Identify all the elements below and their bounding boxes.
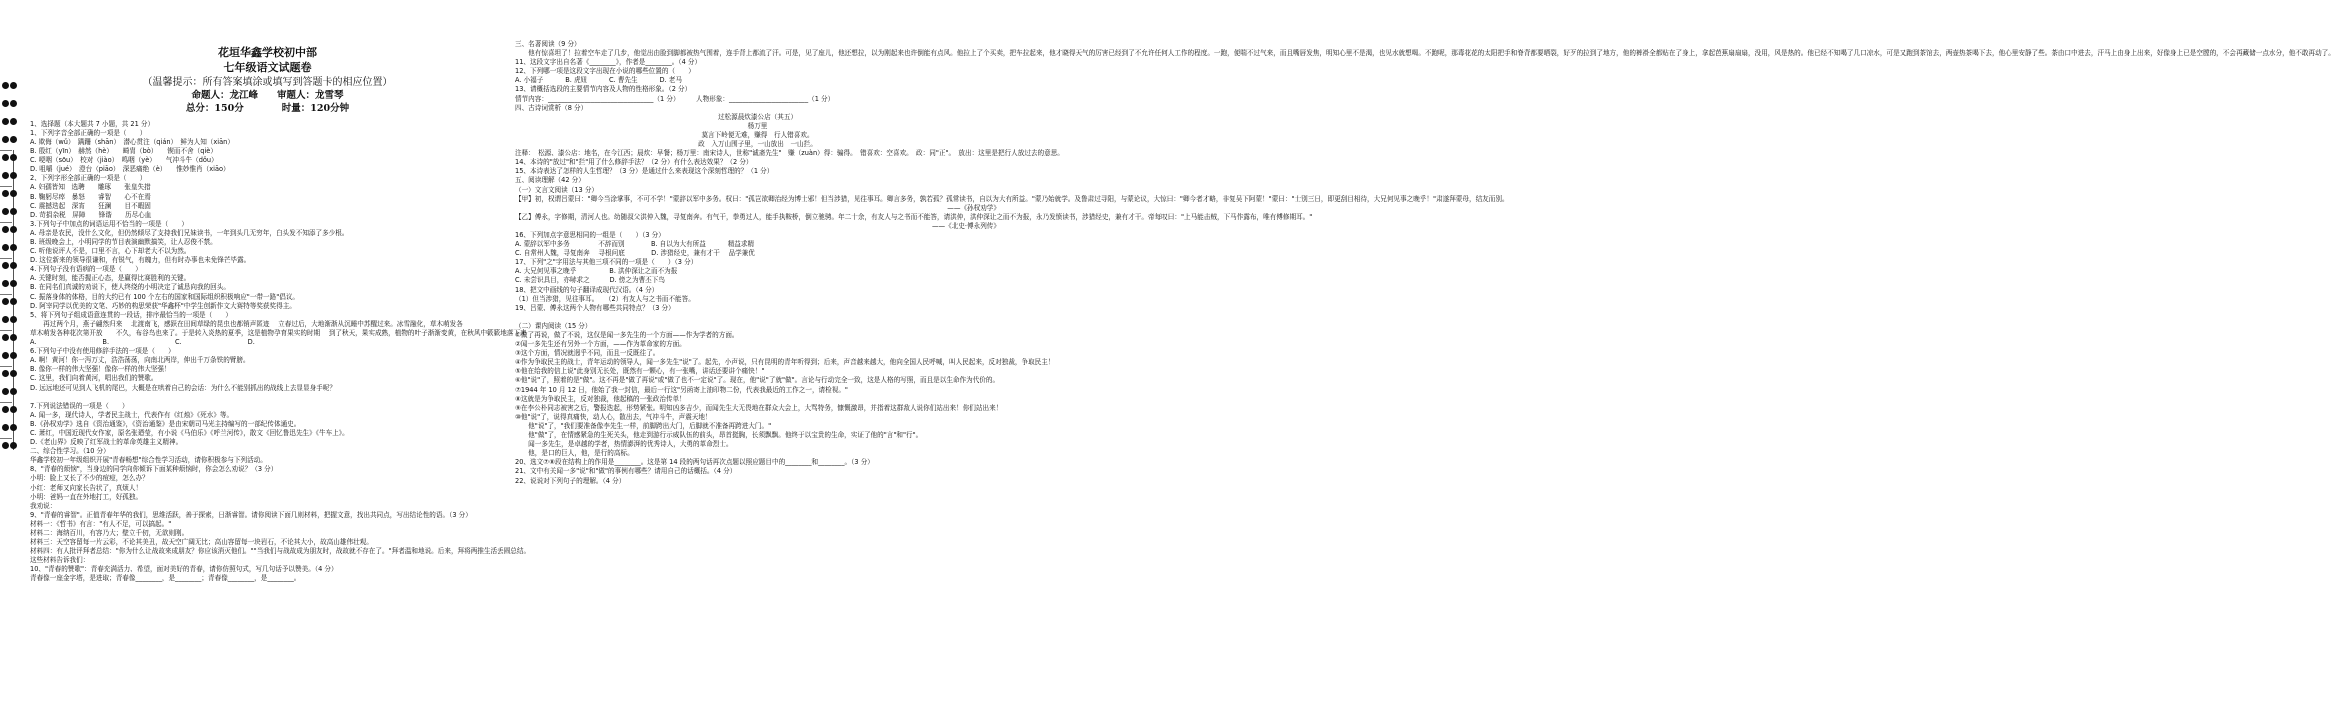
text-line: 2、下列字形全部正确的一项是（ ） bbox=[30, 174, 147, 183]
text-line: A. 母亲是农民，没什么文化，但仍然倾尽了支持我们兄妹读书，一年到头几无穷年，白头发不知添了多少根。 bbox=[30, 228, 349, 237]
text-line: ——《北史·傅永列传》 bbox=[931, 221, 1000, 230]
text-line: ⑥他"说"了，照着的是"做"。这不再是"做了再说"或"做了也不一定说"了。现在，他"说"了就"做"。言论与行动完全一致，这是人格的写照，而且是以生命作为代价的。 bbox=[515, 376, 1000, 385]
text-line: 【乙】傅永，字修期，清河人也。幼随叔父洪仲入魏，寻复南奔。有气干，拳勇过人，能手执鞍桥，倒立驰骋。年二十余，有友人与之书而不能答，请洪仲，洪仲深让之而不为报，永乃发愤读书，涉猎经史，兼有才干。帝每叹曰："上马能击贼，下马作露布，唯有傅修期耳。" bbox=[515, 212, 1313, 221]
text-line: 情节内容：________________________________（1 分） 人物形象：________________________（1 分） bbox=[515, 94, 835, 103]
text-line: A. 欺侮（wǔ） 蹒跚（shān） 潜心贯注（qián） 鲜为人知（xiān） bbox=[30, 137, 234, 146]
binding-dot bbox=[10, 442, 17, 449]
text-line: 杨万里 bbox=[747, 121, 768, 130]
binding-dot bbox=[10, 190, 17, 197]
text-line: 4.下列句子没有语病的一项是（ ） bbox=[30, 265, 142, 274]
binding-dot bbox=[2, 172, 9, 179]
text-line: 18、把文中画线的句子翻译成现代汉语。（4 分） bbox=[515, 285, 659, 294]
text-line: A. 蒙辞以军中多务 不辞而别 B. 自以为大有所益 精益求精 bbox=[515, 240, 755, 249]
binding-dot bbox=[10, 424, 17, 431]
left-column bbox=[30, 46, 531, 584]
binding-dot bbox=[2, 154, 9, 161]
text-line: 材料三：天空容留每一片云彩，不论其美丑，故天空广阔无比；高山容留每一块岩石，不论其大小，故高山雄伟壮观。 bbox=[30, 538, 373, 547]
text-line: ②闻一多先生还有另外一个方面，——作为革命家的方面。 bbox=[515, 340, 686, 349]
text-line: C. 这里，我们向着黄河，唱出我们的赞歌。 bbox=[30, 374, 158, 383]
binding-dot bbox=[2, 352, 9, 359]
text-line: 小明：爸妈一直在外地打工，好孤独。 bbox=[30, 492, 143, 501]
text-line: A. 妇孺皆知 选聘 雕琢 张皇失措 bbox=[30, 183, 151, 192]
text-line: ①做了再说，做了不说，这仅是闻一多先生的一个方面——作为学者的方面。 bbox=[515, 331, 739, 339]
text-line: 这些材料告诉我们： bbox=[30, 556, 90, 565]
text-line: 13、请概括选段的主要情节内容及人物的性格形象。（2 分） bbox=[515, 85, 692, 94]
text-line: D. 咀嚼（jué） 澄台（piāo） 深恶痛绝（è） 惟妙惟肖（xiāo） bbox=[30, 165, 230, 174]
text-line: ④作为争取民主的战士，青年运动的领导人，闻一多先生"说"了。起先，小声说，只有昆明的青年听得到；后来，声音越来越大，他向全国人民呼喊，叫人民起来，反对独裁，争取民主！ bbox=[515, 358, 1055, 367]
text-line: 17、下列"之"字用法与其他三项不同的一项是（ ）（3 分） bbox=[515, 258, 698, 267]
binding-dot bbox=[10, 226, 17, 233]
binding-dot bbox=[10, 244, 17, 251]
binding-dot bbox=[2, 316, 9, 323]
text-line bbox=[515, 313, 1000, 322]
text-line: （一）文言文阅读（13 分） bbox=[515, 185, 599, 194]
text-line bbox=[30, 393, 505, 402]
right-question-list bbox=[515, 40, 2335, 486]
binding-dot bbox=[2, 370, 9, 377]
text-line: 我劝说： bbox=[30, 501, 57, 510]
text-line: 19、吕蒙、傅永这两个人物有哪些共同特点？（3 分） bbox=[515, 303, 675, 312]
text-line: D. 苛捐杂税 屏障 锋谐 历尽心血 bbox=[30, 210, 152, 219]
text-line: 材料四：有人批评拜者总结："你为什么让战故来成朋友？你应该消灭他们。""当我们与战故成为朋友时，战故就不存在了。"拜者温和地说。后来，拜将两推生活丢圆总结。 bbox=[30, 547, 531, 556]
text-line: A. 啊！黄河！你一泻万丈，浩浩荡荡，向南北两岸，伸出千万条铁的臂膀。 bbox=[30, 356, 250, 365]
text-line: 22、说说对下列句子的理解。（4 分） bbox=[515, 476, 626, 485]
binding-dot bbox=[2, 118, 9, 125]
exam-authors: 命题人：龙江峰 审题人：龙雪琴 bbox=[191, 90, 344, 102]
text-line: A. 闻一多，现代诗人，学者民主战士，代表作有《红烛》《死水》等。 bbox=[30, 410, 234, 419]
text-line: C. 哽咽（sōu） 校对（jiào） 鸣咽（yè） 气冲斗牛（dǒu） bbox=[30, 156, 218, 165]
binding-dot bbox=[10, 100, 17, 107]
binding-dot bbox=[2, 262, 9, 269]
text-line: B. 在同名们真诚的劝说下，使人终绕的小明决定了诚恳向我的回头。 bbox=[30, 283, 230, 292]
text-line: ⑦1944 年 10 月 12 日，他始了我一封信，最后一行这"另函寄上油印物二份，代表我最近的工作之一，请检视。" bbox=[515, 385, 848, 394]
binding-dot bbox=[10, 136, 17, 143]
text-line: 二、综合性学习。（10 分） bbox=[30, 447, 110, 456]
text-line: C. 萧红，中国近现代女作家，原名张廼莹，有小说《马伯乐》《呼兰河传》，散文《回忆鲁迅先生》《牛车上》。 bbox=[30, 428, 349, 437]
text-line: 过松源晨炊漆公店（其五） bbox=[717, 112, 798, 121]
binding-rule bbox=[0, 186, 12, 187]
right-column bbox=[515, 40, 2335, 486]
text-line: 15、本诗表达了怎样的人生哲理？（3 分）是通过什么来表现这个深刻哲理的？（1 分） bbox=[515, 167, 774, 176]
text-line: ③这个方面，情况就迥乎不同，而且一反既往了。 bbox=[515, 349, 660, 358]
binding-dot bbox=[10, 280, 17, 287]
exam-score: 总分：150分 时量：120分钟 bbox=[185, 103, 350, 115]
text-line: ⑨在李公朴同志被害之后，警报迭起，形势紧张。明知凶多吉少，而闻先生大无畏地在群众大会上，大骂特务，慷慨激昂，并指着这群敌人说你们站出来！你们站出来！ bbox=[515, 403, 1003, 412]
text-line: D. 远远地还可见到人飞机的尾巴，大概是在哄着自己的会话：为什么不能别抓出的战线上去显显身手呢？ bbox=[30, 383, 336, 392]
text-line: 材料一：《哲书》有言："有人不足，可以搞起。" bbox=[30, 519, 172, 528]
binding-rule bbox=[0, 258, 12, 259]
text-line: 他"说"了，"我们要准备像李先生一样，前脚跨出大门，后脚就不准备再跨进大门。" bbox=[515, 421, 772, 430]
binding-rule bbox=[0, 294, 12, 295]
text-line: C. 听他说评人不是，口里不言，心下却老大不以为然。 bbox=[30, 247, 191, 256]
binding-dot bbox=[10, 388, 17, 395]
text-line: （1）但当涉猎，见往事耳。 （2）有友人与之书而不能答。 bbox=[515, 294, 695, 303]
binding-rule bbox=[0, 438, 12, 439]
binding-dot bbox=[10, 262, 17, 269]
text-line: 小红：老师又向家长告状了，真烦人！ bbox=[30, 483, 143, 492]
text-line: 10、"青春的赞歌"：青春充满活力、希望，面对美好的青春，请你仿照句式，写几句话予以赞美。（4 分） bbox=[30, 565, 338, 574]
text-line: 8、"青春的烦恼"，当身边的同学向你倾诉下面某种烦恼时，你会怎么劝说？（3 分） bbox=[30, 465, 278, 474]
text-line: C. 震撼迭起 深宵 狂澜 目不暇固 bbox=[30, 201, 151, 210]
binding-margin bbox=[0, 0, 18, 724]
text-line: ⑤他在给我的信上说"此身别无长处，既然有一颗心，有一张嘴，讲话还要讲个痛快！" bbox=[515, 367, 765, 376]
text-line: B. 鞠躬尽瘁 暴怒 睿智 心不在焉 bbox=[30, 192, 151, 201]
binding-dot bbox=[10, 334, 17, 341]
binding-dot bbox=[10, 298, 17, 305]
binding-dot bbox=[2, 442, 9, 449]
text-line: A. 关键时刻，能否握正心态，是赢得比赛胜利的关键。 bbox=[30, 274, 191, 283]
text-line: 小明：脸上又长了不少的痘痘，怎么办？ bbox=[30, 474, 149, 483]
binding-dot bbox=[2, 82, 9, 89]
text-line: 5、将下列句子组成语意连贯的一段话，排序最恰当的一项是（ ） bbox=[30, 310, 233, 319]
text-line: C. 自常州人魏，寻复南奔 寻根问底 D. 涉猎经史，兼有才干 品学兼优 bbox=[515, 249, 755, 258]
text-line: A. 大兄何见事之晚乎 B. 洪仲深让之而不为报 bbox=[515, 267, 678, 276]
binding-dot bbox=[2, 244, 9, 251]
binding-dot bbox=[2, 424, 9, 431]
text-line: 再过两个月，燕子翩然归来 北渡南飞，感跃在田间草绿的昆虫也都销声匿迹 立春过后，大地渐渐从沉睡中苏醒过来。冰雪融化，草木萌发各 bbox=[30, 319, 463, 328]
binding-dot bbox=[10, 316, 17, 323]
text-line: ——《孙权劝学》 bbox=[947, 203, 1000, 212]
binding-dot bbox=[10, 406, 17, 413]
text-line: 16、下列加点字意思相同的一组是（ ）（3 分） bbox=[515, 230, 665, 239]
binding-rule bbox=[0, 330, 12, 331]
binding-dot bbox=[2, 406, 9, 413]
text-line: B.《孙权劝学》选自《资治通鉴》，《资治通鉴》是由宋朝司马光主持编写的一部纪传体通史。 bbox=[30, 419, 301, 428]
exam-title: 七年级语文试题卷 bbox=[223, 60, 312, 74]
text-line: B. 班级晚会上，小明同学的节目表演幽默搞笑，让人忍俊不禁。 bbox=[30, 238, 217, 246]
text-line: C. 振落身体的体格，目的大约已有 100 个左右的国家和国际组织积极响应"一带一路"倡议。 bbox=[30, 292, 300, 301]
text-line: ⑩他"说"了，说得真痛快，动人心，散出去，气冲斗牛，声震天地！ bbox=[515, 412, 712, 421]
school-title: 花垣华鑫学校初中部 bbox=[218, 46, 317, 59]
text-line: D. 这位新来的领导很谦和，有锐气，有魄力，但有时办事也未免锋芒毕露。 bbox=[30, 256, 251, 265]
text-line: 青春像一座金字塔，是进取；青春像________，是________；青春像________，是________。 bbox=[30, 574, 301, 583]
binding-dot bbox=[2, 190, 9, 197]
text-line: 7.下列说法错误的一项是（ ） bbox=[30, 401, 129, 410]
text-line: 草木萌发各种花次第开放 不久，布谷鸟也来了。于是转入炎热的夏季，这是植物孕育果实的时期 到了秋天，果实成熟，植物的叶子渐渐变黄，在秋风中簌簌地落下来 bbox=[30, 328, 527, 337]
binding-dot bbox=[10, 154, 17, 161]
text-line: 他"做"了，在情感紧急的生死关头，他走到游行示威队伍的前头，昂首挺胸，长须飘飘。他终于以宝贵的生命，实证了他的"言"和"行"。 bbox=[515, 431, 923, 440]
text-line: 五、阅读理解（42 分） bbox=[515, 176, 585, 185]
binding-rule bbox=[0, 222, 12, 223]
text-line: D. 阿宰同学以优美的文笔、巧妙的构思荣获"华鑫杯"中学生创新作文大赛特等奖获奖得主。 bbox=[30, 301, 296, 310]
text-line: 1、下列字音全部正确的一项是（ ） bbox=[30, 128, 147, 137]
text-line: 政 入万山围子里，一山放出 一山拦。 bbox=[698, 140, 817, 149]
binding-dot bbox=[2, 388, 9, 395]
text-line: 三、名著阅读（9 分） bbox=[515, 40, 581, 48]
text-line: 他，是口的巨人，他，是行的高标。 bbox=[515, 449, 634, 458]
binding-dot bbox=[10, 208, 17, 215]
exam-tip: （温馨提示：所有答案填涂或填写到答题卡的相应位置） bbox=[142, 76, 393, 88]
text-line: 他有惊喜坦了！拉着空车走了几步，他觉出由脸到脚都被热气围着，连手背上都流了汗。可是，见了座儿，他还想拉，以为刚起来也许倒能有点风。他拉上了个买卖，把车拉起来，他才晓得天气的厉害已经到了不允许任何人工作的程度。一跑，便喘不过气来，而且嘴唇发焦，明知心里不是渴，也见水就想喝。不跑呢，那毒花花的太阳把手和脊背都要晒裂，好歹的拉到了地方，他的裤褂全都贴在了身上，拿起芭蕉扇扇扇，没用，风是热的。他已经不知喝了几口凉水，可是又跑到茶馆去，两壶热茶喝下去，他心里安静了些。茶由口中进去，汗马上由身上出来，好像身上已是空膛的，不会再藏储一点水分，他不敢再动了。 bbox=[515, 49, 2335, 58]
binding-dot bbox=[10, 118, 17, 125]
text-line: 注释： 松源、漆公店：地名，在今江西；晨炊：早餐；杨万里：南宋诗人，世称"诚斋先生" 赚（zuàn）得：骗得。 错喜欢：空喜欢。 政：同"正"。 放出：这里是把行人放过去的意思。 bbox=[515, 149, 1064, 158]
text-line: （二）课内阅读（15 分） bbox=[515, 321, 592, 330]
text-line: 6.下列句子中没有使用修辞手法的一项是（ ） bbox=[30, 347, 175, 356]
binding-dot bbox=[2, 208, 9, 215]
text-line: 12、下列哪一项是这段文字出现在小说的哪些位置的（ ） bbox=[515, 67, 695, 76]
text-line: 闻一多先生，是卓越的学者，热情澎湃的优秀诗人，大勇的革命烈士。 bbox=[515, 440, 733, 449]
binding-dot bbox=[2, 298, 9, 305]
left-question-list bbox=[30, 119, 531, 584]
text-line: 9、"青春的睿智"。正值青春年华的我们，思维活跃，善于探索，日渐睿智。请你阅读下面几则材料，把握文意，找出共同点，写出结论性的语。（3 分） bbox=[30, 510, 472, 519]
text-line: B. 殷红（yīn） 赫然（hè） 畸胄（bò） 锲而不舍（qiè） bbox=[30, 147, 217, 156]
text-line: 21、文中有关闻一多"说"和"做"的事例有哪些？请用自己的话概括。（4 分） bbox=[515, 467, 737, 476]
text-line: 【甲】初，权谓吕蒙曰："卿今当涂掌事，不可不学！"蒙辞以军中多务。权曰："孤岂欲卿治经为博士邪！但当涉猎，见往事耳。卿言多务，孰若孤？孤常读书，自以为大有所益。"蒙乃始就学。及鲁肃过寻阳，与蒙论议，大惊曰："卿今者才略，非复吴下阿蒙！"蒙曰："士别三日，即更刮目相待，大兄何见事之晚乎！"肃遂拜蒙母，结友而别。 bbox=[515, 194, 1509, 203]
text-line: 莫言下岭便无难，赚得 行人错喜欢。 bbox=[701, 130, 814, 139]
text-line: C. 未尝识具目，亦哧求之 D. 傍之为曹丕下鸟 bbox=[515, 276, 665, 285]
binding-dot bbox=[10, 370, 17, 377]
text-line: 材料二：海纳百川，有容乃大；壁立千仞，无欲则刚。 bbox=[30, 529, 189, 537]
binding-dot bbox=[10, 352, 17, 359]
binding-rule bbox=[0, 366, 12, 367]
binding-rule bbox=[0, 402, 12, 403]
text-line: A. 小福子 B. 虎妞 C. 曹先生 D. 老马 bbox=[515, 76, 682, 85]
text-line: D.《老山界》反映了红军战士的革命英雄主义精神。 bbox=[30, 438, 183, 447]
binding-dot bbox=[10, 82, 17, 89]
binding-dot bbox=[10, 172, 17, 179]
binding-dot bbox=[2, 334, 9, 341]
binding-dot bbox=[2, 136, 9, 143]
binding-dot bbox=[2, 280, 9, 287]
text-line: ⑧这就是为争取民主，反对独裁，他起稿的一张政治传单！ bbox=[515, 394, 686, 403]
text-line: 3.下列句子中加点的词语运用不恰当的一项是（ ） bbox=[30, 219, 188, 228]
text-line: 1、选择题（本大题共 7 小题，共 21 分） bbox=[30, 119, 155, 128]
binding-dot bbox=[2, 226, 9, 233]
text-line: 14、本诗的"放过"和"拦"用了什么修辞手法？（2 分）有什么表达效果？（2 分） bbox=[515, 158, 753, 167]
text-line: 华鑫学校初一年级组织开展"青春畅想"综合性学习活动，请你积极参与下列活动。 bbox=[30, 456, 267, 465]
binding-rule bbox=[0, 150, 12, 151]
text-line: 四、古诗词赏析（8 分） bbox=[515, 103, 588, 112]
text-line: 20、选文⑦⑧段在结构上的作用是________。这是第 14 段的两句话再次点题以照应题目中的________和________。（3 分） bbox=[515, 458, 874, 467]
text-line: A. B. C. D. bbox=[30, 338, 255, 347]
text-line: B. 像你一样的伟大坚强！像你一样的伟大坚强！ bbox=[30, 365, 171, 374]
binding-dot bbox=[2, 100, 9, 107]
text-line: 11、这段文字出自名著《________》，作者是________。（4 分） bbox=[515, 58, 702, 67]
